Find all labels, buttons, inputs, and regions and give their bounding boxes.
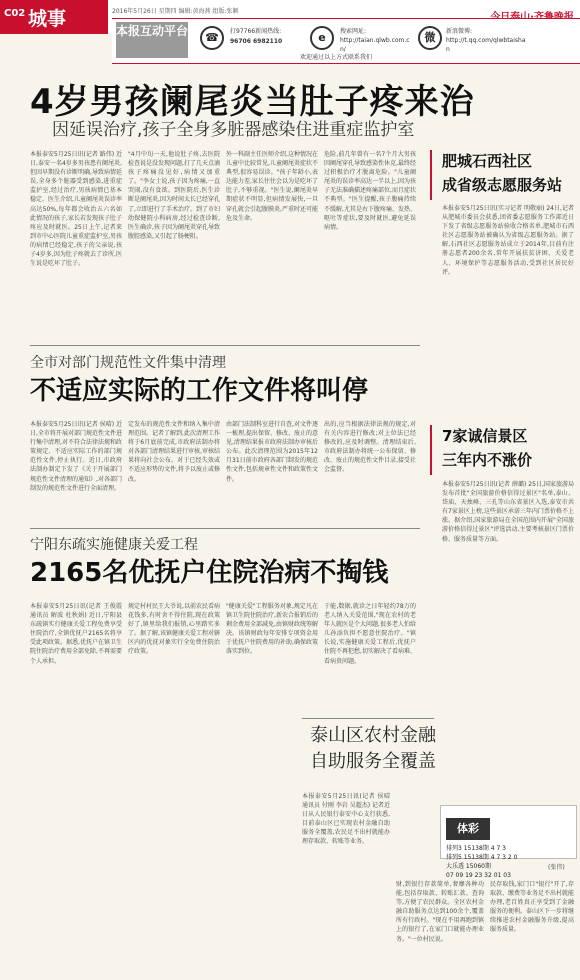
divider <box>302 718 434 719</box>
lead-headline: 4岁男孩阑尾炎当肚子疼来治 <box>30 82 475 122</box>
weibo-link[interactable]: http://t.qq.com/qlwbtaishan <box>446 37 526 53</box>
story3-column-2: 规定村村民王大爷说,以前农民看病花钱多,有时舍不得住院,现在政策好了,镇里给我们报销,心里踏实多了。据了解,该镇健康关爱工程对辖区内的优抚对象实行全免费住院治疗政策。 <box>128 603 220 656</box>
story3-column-1: 本报泰安5月25日讯(记者 王俊霞 通讯员 解波 杜秋娟) 近日,宁阳县东疏镇实行健康关爱工程免费享受住院治疗,全镇优抚户2165名将享受此项政策。据悉,优抚户在镇卫生院住院治疗费用全部免除,不再需要个人承担。 <box>30 603 122 665</box>
dateline: 2016年5月26日 星期四 编辑:黄海燕 组版:张颖 <box>112 8 239 15</box>
lottery-line-4: 07 09 19 23 32 01 03 <box>446 872 511 879</box>
weibo-icon: 微 <box>418 26 442 50</box>
story2-column-2: 定发布的规范性文件和纳入集中清理范围。记者了解到,此次清理工作将于6月底前完成,市政府法制办将对各部门清理结果进行审核,审核结果将向社会公布。对于已经失效或不适应形势的文件,将予以废止或修改。 <box>128 421 220 483</box>
credit: (张伟) <box>548 864 565 871</box>
side2-body: 本报泰安5月25日讯(记者 薛璐) 25日,国家旅游局发布首批"全国旅游价格信得过景区"名单,泰山、岱庙、天烛峰、三孔等山东省景区入选,泰安市共有7家景区上榜,这些景区承诺三年内门票价格不上涨。据介绍,国家旅游局在全国范围内开展"全国旅游价格信得过景区"评选活动,主要考核景区门票价格、服务质量等方面。 <box>442 481 574 543</box>
side2-headline-1: 7家诚信景区 <box>442 427 528 445</box>
globe-icon: e <box>310 26 334 50</box>
lead-column-4: 危险,前几年曾有一名7个月大男孩因阑尾穿孔导致感染性休克,最终经过积极治疗才脱离危险。"儿童阑尾炎的误诊率高达一半以上,因为孩子无法准确描述疼痛部位,而且症状不典型。"医生提醒,孩子腹痛持续不缓解,尤其是右下腹疼痛、发热、呕吐等症状,要及时就医,避免延误病情。 <box>324 151 416 231</box>
lottery-logo: 体彩 <box>446 818 490 840</box>
story2-column-3: 由部门法制科室进行自查,对文件逐一梳理,提出保留、修改、废止的意见,清理结果报市政府法制办审核后公布。此次清理范围为2015年12月31日前市政府各部门制发的规范性文件,包括规章性文件和政策性文件。 <box>226 421 318 483</box>
story4-column-2: 财,到银行存款简单,奢靡各种功能,包括存取款、转账汇款、查询等,方便了农民群众。全区农村金融自助服务点达到100余个,覆盖所有行政村。"现在不用再跑到镇上的银行了,在家门口就能办理业务。"一位村民说。 <box>396 881 484 943</box>
section-title: 城事 <box>28 8 67 30</box>
hotline-number[interactable]: 96706 6982110 <box>230 38 283 45</box>
lottery-line-3: 大乐透 15060期 <box>446 863 491 870</box>
strip-footer: 欢迎通过以上方式联系我们 <box>300 54 373 61</box>
side1-headline-1: 肥城石西社区 <box>442 152 533 170</box>
story3-headline: 2165名优抚户住院治病不掏钱 <box>30 558 389 588</box>
story3-column-3: "健康关爱"工程服务对象,规定凡在镇卫生院住院治疗,新农合报销后的剩余费用全部减免,由镇财政统筹解决。该镇财政每年安排专项资金用于优抚户住院费用的补助,确保政策落实到位。 <box>226 603 318 656</box>
lottery-line-1: 排列3 15138期 4 7 3 <box>446 845 506 852</box>
divider <box>30 345 420 346</box>
lead-column-1: 本报泰安5月25日讯(记者 路伟) 近日,泰安一名4岁多男孩患有阑尾炎,但因早期没有诊断明确,导致病情延误,全身多个脏器受到感染,进重症监护室,经过治疗,男孩病情已基本稳定。医生介绍,儿童阑尾炎误诊率高达50%,每年都会收治五六名如此情况的孩子,家长若发现孩子肚子疼应及时就医。25日上午,记者来到市中心医院儿童重症监护室,男孩的病情已经稳定,孩子的父亲说,孩子4岁多,因为肚子疼就去了诊所,医生说是吃坏了肚子。 <box>30 151 122 268</box>
story4-column-1: 本报泰安5月25日讯(记者 侯晴 通讯员 付刚 李岩 吴超杰) 记者近日从人民银行泰安中心支行获悉,目前泰山区已实现农村金融自助服务全覆盖,农民足不出村就能办理存取款、转账等业务。 <box>302 793 390 846</box>
lead-column-2: "4月中旬一天,他说肚子疼,去医院检查说是没发现问题,打了几天点滴孩子疼痛没见好,病情又加重了。"李女士说,孩子因为疼痛,一直哭闹,没有食欲。到医院后,医生诊断是阑尾炎,因为时间太长已经穿孔了,立即进行了手术治疗。到了市妇幼保健院小科病房,经过检查诊断,医生确诊,孩子因为阑尾炎穿孔导致腹腔感染,又引起了肠梗阻。 <box>128 151 220 240</box>
hotline-label: 打97766新闻热线: <box>230 28 282 35</box>
weibo-label: 新浪微博: <box>446 28 473 35</box>
divider <box>30 528 420 529</box>
side1-headline-2: 成省级志愿服务站 <box>442 176 563 194</box>
side2-headline-2: 三年内不涨价 <box>442 451 533 469</box>
search-label: 搜索网址: <box>340 28 367 35</box>
website-link[interactable]: http://taian.qlwb.com.cn/ <box>340 37 410 53</box>
phone-icon: ☎ <box>200 26 224 50</box>
story2-column-1: 本报泰安5月25日讯(记者 侯晴) 近日,全市将开展对部门规范性文件进行集中清理,对不符合法律法规和政策规定、不适应实际工作的部门规范性文件,停止执行。近日,市政府法制办制定下发了《关于开展部门规范性文件清理的通知》,对各部门制发的规范性文件进行全面清理。 <box>30 421 122 492</box>
page-code: C02 <box>4 8 26 19</box>
sidebar-divider <box>430 425 432 475</box>
story2-kicker: 全市对部门规范性文件集中清理 <box>30 355 226 371</box>
story4-column-3: 民存取钱,家门口"银行"开了,存取款、缴费等业务足不出村就能办理,老百姓真正享受到了金融服务的便利。泰山区下一步将继续推进农村金融服务升级,提高服务质量。 <box>490 881 574 934</box>
story2-headline: 不适应实际的工作文件将叫停 <box>30 376 369 406</box>
story3-column-4: 于能,数据,就诊之日年轻约78万的老人纳入关爱范围,"现在农村的老年人就医是个大问题,很多老人怕给儿孙添负担不愿意住院治疗。"镇长说,实施健康关爱工程后,优抚户住院不再犯愁,切实解决了看病难、看病贵问题。 <box>324 603 416 665</box>
story3-kicker: 宁阳东疏实施健康关爱工程 <box>30 537 198 553</box>
lead-subheadline: 因延误治疗,孩子全身多脏器感染住进重症监护室 <box>52 120 415 140</box>
lottery-line-2: 排列5 15138期 4 7 3 2 0 <box>446 854 518 861</box>
story4-headline-1: 泰山区农村金融 <box>310 725 436 746</box>
side1-body: 本报泰安5月25日讯(实习记者 明敬丽) 24日,记者从肥城市委员会获悉,团省委志愿服务工作部近日下发了省级志愿服务站验收合格名单,肥城市石西社区志愿服务站被确认为省级志愿服务站。据了解,石西社区志愿服务站成立于2014年,目前有注册志愿者200余名,常年开展扶贫济困、关爱老人、环境保护等志愿服务活动,受到社区居民好评。 <box>442 205 574 276</box>
story2-column-4: 出的,应当根据法律法规的规定,对有关内容进行修改;对上位法已经修改的,应及时调整。清理结束后,市政府法制办将统一公布保留、修改、废止的规范性文件目录,接受社会监督。 <box>324 421 416 474</box>
story4-headline-2: 自助服务全覆盖 <box>310 751 436 772</box>
sidebar-divider <box>430 150 432 200</box>
lead-column-3: 外一科副主任医师介绍,这种情况在儿童中比较常见,儿童阑尾炎症状不典型,很容易误诊。"孩子年龄小,表达能力差,家长往往会以为是吃坏了肚子,不够重视。"医生说,阑尾炎早期症状不明显,但病情发展快,一旦穿孔就会引起腹膜炎,严重时还可能危及生命。 <box>226 151 318 222</box>
strip-tag: 本报互动平台 <box>116 22 188 58</box>
